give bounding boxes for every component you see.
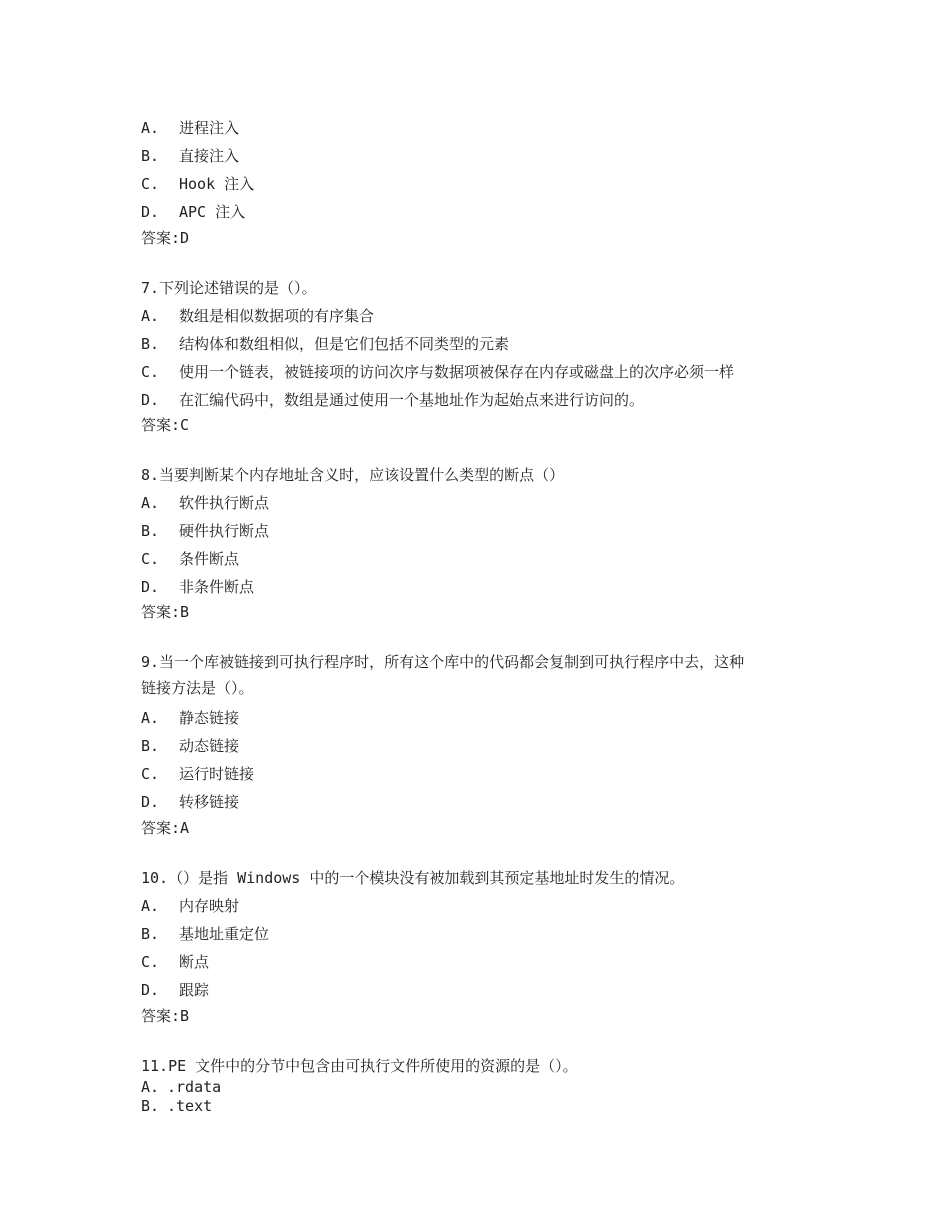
option-letter: A.: [141, 119, 160, 137]
option-letter: B.: [141, 335, 160, 353]
option-text: 静态链接: [179, 709, 240, 727]
option-text: 硬件执行断点: [179, 522, 270, 540]
option-letter: D.: [141, 203, 160, 221]
question-stem: [0, 465, 950, 485]
option-row: [0, 1096, 950, 1116]
option-letter: B.: [141, 925, 160, 943]
answer-row: [0, 818, 950, 838]
question-stem: [0, 1056, 950, 1076]
option-text: APC 注入: [179, 203, 246, 221]
option-letter: C.: [141, 550, 160, 568]
answer-text: 答案:B: [141, 603, 190, 621]
option-row: [0, 792, 950, 812]
option-letter: A.: [141, 494, 160, 512]
option-text: 转移链接: [179, 793, 240, 811]
option-letter: C.: [141, 953, 160, 971]
option-letter: C.: [141, 175, 160, 193]
option-row: [0, 896, 950, 916]
option-text: 在汇编代码中，数组是通过使用一个基地址作为起始点来进行访问的。: [179, 391, 645, 409]
option-text: .text: [167, 1097, 213, 1115]
option-row: [0, 577, 950, 597]
option-text: 软件执行断点: [179, 494, 270, 512]
option-text: 动态链接: [179, 737, 240, 755]
option-letter: A.: [141, 897, 160, 915]
option-text: 数组是相似数据项的有序集合: [179, 307, 375, 325]
option-text: 基地址重定位: [179, 925, 270, 943]
option-text: 断点: [179, 953, 210, 971]
option-row: [0, 118, 950, 138]
option-row: [0, 736, 950, 756]
option-letter: A.: [141, 1078, 160, 1096]
answer-text: 答案:A: [141, 819, 190, 837]
question-stem: [0, 678, 950, 698]
option-row: [0, 306, 950, 326]
option-row: [0, 146, 950, 166]
option-row: [0, 493, 950, 513]
option-text: 运行时链接: [179, 765, 255, 783]
option-text: 跟踪: [179, 981, 210, 999]
question-stem-text: 9.当一个库被链接到可执行程序时，所有这个库中的代码都会复制到可执行程序中去，这种: [141, 653, 745, 671]
answer-row: [0, 415, 950, 435]
option-letter: A.: [141, 709, 160, 727]
option-letter: B.: [141, 737, 160, 755]
option-row: [0, 1077, 950, 1097]
option-text: 结构体和数组相似，但是它们包括不同类型的元素: [179, 335, 510, 353]
option-text: 进程注入: [179, 119, 240, 137]
option-row: [0, 764, 950, 784]
option-row: [0, 521, 950, 541]
option-letter: B.: [141, 522, 160, 540]
option-row: [0, 390, 950, 410]
question-stem-text: 11.PE 文件中的分节中包含由可执行文件所使用的资源的是（）。: [141, 1057, 578, 1075]
answer-text: 答案:C: [141, 416, 190, 434]
option-letter: A.: [141, 307, 160, 325]
option-text: 使用一个链表，被链接项的访问次序与数据项被保存在内存或磁盘上的次序必须一样: [179, 363, 735, 381]
answer-row: [0, 228, 950, 248]
option-letter: B.: [141, 147, 160, 165]
question-stem: [0, 278, 950, 298]
option-row: [0, 980, 950, 1000]
option-row: [0, 952, 950, 972]
option-row: [0, 174, 950, 194]
question-stem-text: 链接方法是（）。: [141, 679, 254, 697]
question-stem: [0, 868, 950, 888]
question-stem: [0, 652, 950, 672]
option-text: .rdata: [167, 1078, 222, 1096]
option-text: Hook 注入: [179, 175, 255, 193]
question-stem-text: 8.当要判断某个内存地址含义时，应该设置什么类型的断点（）: [141, 466, 565, 484]
option-letter: C.: [141, 765, 160, 783]
option-letter: D.: [141, 578, 160, 596]
option-text: 直接注入: [179, 147, 240, 165]
option-letter: D.: [141, 391, 160, 409]
option-row: [0, 334, 950, 354]
answer-row: [0, 1006, 950, 1026]
option-row: [0, 362, 950, 382]
question-stem-text: 7.下列论述错误的是（）。: [141, 279, 317, 297]
question-stem-text: 10.（）是指 Windows 中的一个模块没有被加载到其预定基地址时发生的情况。: [141, 869, 685, 887]
option-text: 内存映射: [179, 897, 240, 915]
option-text: 条件断点: [179, 550, 240, 568]
option-text: 非条件断点: [179, 578, 255, 596]
option-row: [0, 549, 950, 569]
option-letter: D.: [141, 981, 160, 999]
option-row: [0, 708, 950, 728]
option-row: [0, 202, 950, 222]
answer-text: 答案:D: [141, 229, 190, 247]
option-row: [0, 924, 950, 944]
option-letter: B.: [141, 1097, 160, 1115]
answer-text: 答案:B: [141, 1007, 190, 1025]
option-letter: D.: [141, 793, 160, 811]
answer-row: [0, 602, 950, 622]
option-letter: C.: [141, 363, 160, 381]
